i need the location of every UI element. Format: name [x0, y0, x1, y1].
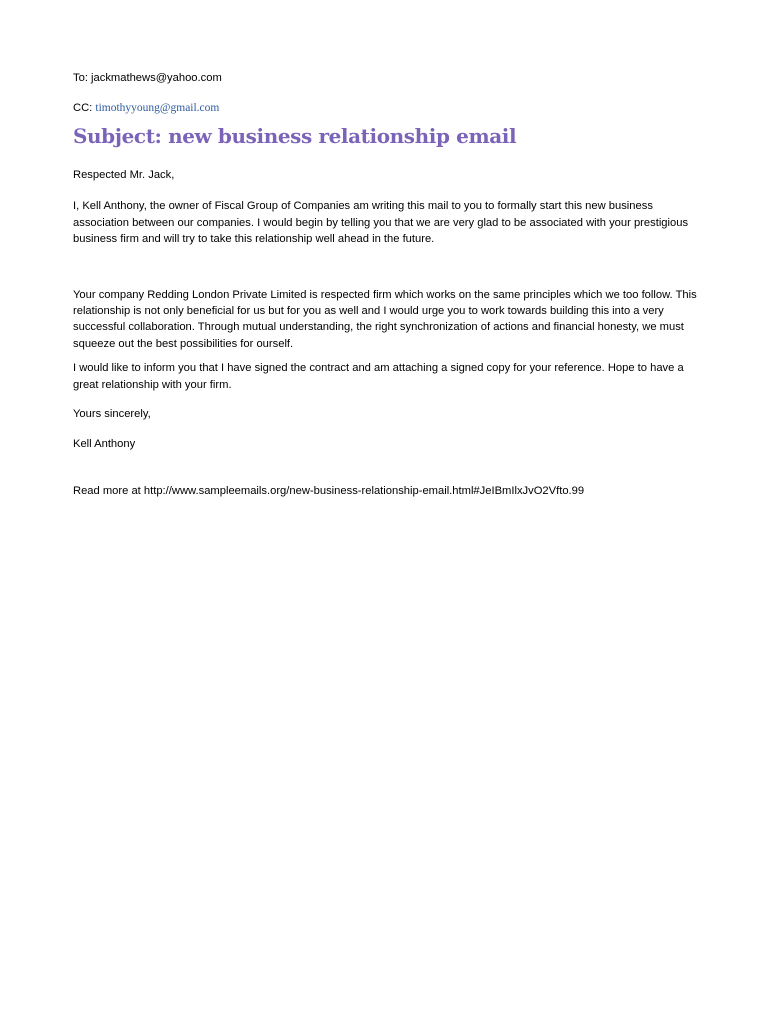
to-line [73, 70, 698, 86]
closing: Yours sincerely, [73, 408, 151, 421]
email-subject: Subject: new business relationship email [73, 124, 517, 148]
cc-address: timothyyoung@gmail.com [95, 102, 220, 114]
to-label: To: [73, 72, 92, 84]
body-paragraph-1: I, Kell Anthony, the owner of Fiscal Group of Companies am writing this mail to you to formally start this new business association between our companies. I would begin by telling you that we are very glad to be associated with your prestigious business firm and will try to take this relationship well ahead in the future. [73, 200, 689, 246]
to-address: jackmathews@yahoo.com [91, 72, 222, 84]
signature: Kell Anthony [73, 438, 136, 451]
cc-line [73, 100, 698, 116]
body-paragraph-3: I would like to inform you that I have signed the contract and am attaching a signed copy for your reference. Hope to have a great relationship with your firm. [73, 362, 684, 391]
email-body [73, 70, 698, 499]
read-more-line: Read more at http://www.sampleemails.org/new-business-relationship-email.html#JeIBmIlxJvO2Vfto.99 [73, 484, 585, 497]
salutation: Respected Mr. Jack, [73, 169, 175, 181]
cc-label: CC: [73, 102, 96, 114]
body-paragraph-2: Your company Redding London Private Limited is respected firm which works on the same principles which we too follow. This relationship is not only beneficial for us but for you as well and I would urge you to work towards building this into a very successful collaboration. Through mutual understanding, the right synchronization of actions and financial honesty, we must squeeze out the best possibilities for ourself. [73, 288, 697, 350]
